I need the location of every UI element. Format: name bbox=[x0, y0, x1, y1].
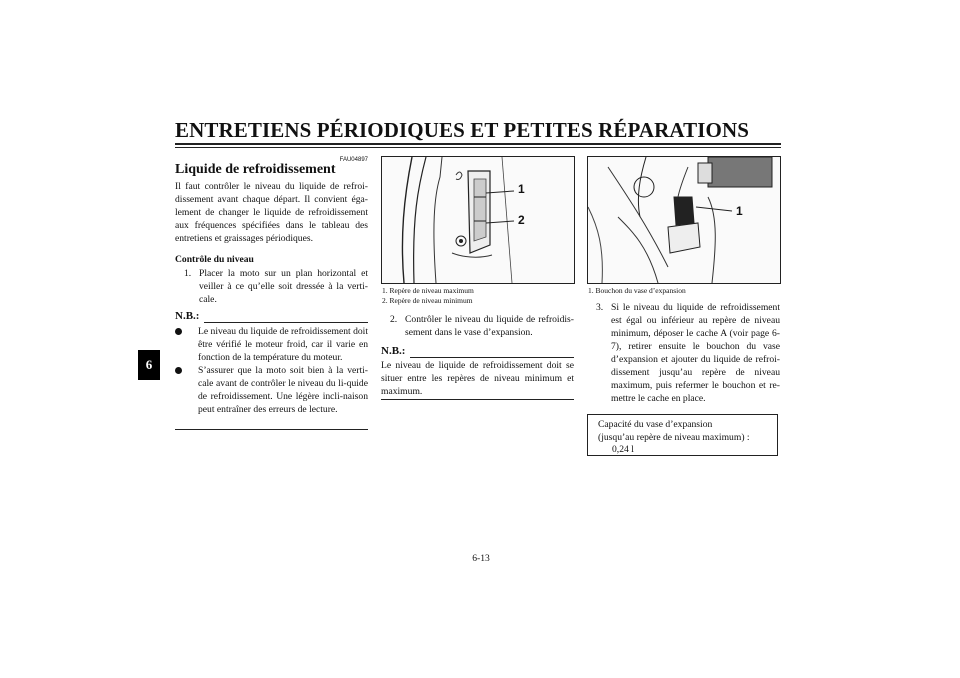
note-text: Le niveau de liquide de refroidissement doit se situer entre les repères de niveau minimum et maximum. bbox=[381, 360, 574, 397]
step-number: 3. bbox=[596, 302, 604, 313]
capacity-line-1: Capacité du vase d’expansion bbox=[598, 419, 713, 430]
step-1 bbox=[184, 267, 368, 306]
figure-1-captions bbox=[382, 286, 474, 306]
bullet-icon bbox=[175, 328, 182, 335]
reservoir-illustration bbox=[382, 157, 574, 283]
title-rule-thin bbox=[175, 147, 781, 148]
note-end-rule bbox=[381, 399, 574, 400]
note-label: N.B.: bbox=[381, 345, 406, 357]
bullet-icon bbox=[175, 367, 182, 374]
bullet-text: Le niveau du liquide de refroidissement doit être vérifié le moteur froid, car il varie en fonction de la température du moteur. bbox=[198, 326, 368, 363]
note-end-rule bbox=[175, 429, 368, 430]
figure-reservoir-cap bbox=[587, 156, 781, 284]
step-text: Si le niveau du liquide de refroidissement est égal ou inférieur au repère de niveau minimum, déposer le cache A (voir page 6-7), retirer ensuite le bouchon du vase d’expansion et ajouter du liquide de refroi-dissement jusqu’au repère de niveau maximum, puis refermer le bouchon et re-mettre le cache en place. bbox=[611, 302, 780, 404]
subheading-level-check: Contrôle du niveau bbox=[175, 254, 254, 265]
callout-1: 1 bbox=[736, 204, 743, 218]
intro-paragraph: Il faut contrôler le niveau du liquide de refroi-dissement avant chaque départ. Il convient éga-lement de changer le liquide de refroidissement aux fréquences spécifiées dans le tableau des entretiens et graissages périodiques. bbox=[175, 181, 368, 244]
note-bullet bbox=[175, 364, 368, 416]
bullet-text: S’assurer que la moto soit bien à la verti-cale avant de contrôler le niveau du li-quide de refroidissement. Une légère incli-naison peut entraîner des erreurs de lecture. bbox=[198, 365, 368, 415]
chapter-tab: 6 bbox=[138, 350, 160, 380]
reference-code: FAU04897 bbox=[339, 157, 368, 163]
step-text: Contrôler le niveau du liquide de refroidis-sement dans le vase d’expansion. bbox=[405, 314, 574, 338]
figure-reservoir-level-marks bbox=[381, 156, 575, 284]
capacity-line-2: (jusqu’au repère de niveau maximum) : bbox=[598, 431, 750, 443]
page-title: ENTRETIENS PÉRIODIQUES ET PETITES RÉPARATIONS bbox=[175, 118, 749, 142]
capacity-value: 0,24 l bbox=[612, 444, 634, 455]
callout-1: 1 bbox=[518, 182, 525, 196]
step-2 bbox=[390, 313, 574, 339]
capacity-box bbox=[587, 414, 778, 456]
note-label: N.B.: bbox=[175, 310, 200, 322]
note-rule bbox=[410, 357, 574, 358]
caption-item: 1. Repère de niveau maximum bbox=[382, 286, 474, 295]
caption-item: 2. Repère de niveau minimum bbox=[382, 296, 473, 305]
caption-item: 1. Bouchon du vase d’expansion bbox=[588, 286, 686, 295]
title-rule bbox=[175, 143, 781, 145]
callout-2: 2 bbox=[518, 213, 525, 227]
step-number: 1. bbox=[184, 268, 192, 279]
figure-2-captions bbox=[588, 286, 686, 296]
step-number: 2. bbox=[390, 314, 398, 325]
page-number: 6-13 bbox=[472, 553, 490, 564]
reservoir-cap-illustration bbox=[588, 157, 780, 283]
step-3 bbox=[596, 301, 780, 405]
note-rule bbox=[204, 322, 368, 323]
note-bullet bbox=[175, 325, 368, 364]
step-text: Placer la moto sur un plan horizontal et veiller à ce qu’elle soit dressée à la verti-cale. bbox=[199, 268, 368, 305]
section-heading: Liquide de refroidissement bbox=[175, 162, 336, 177]
